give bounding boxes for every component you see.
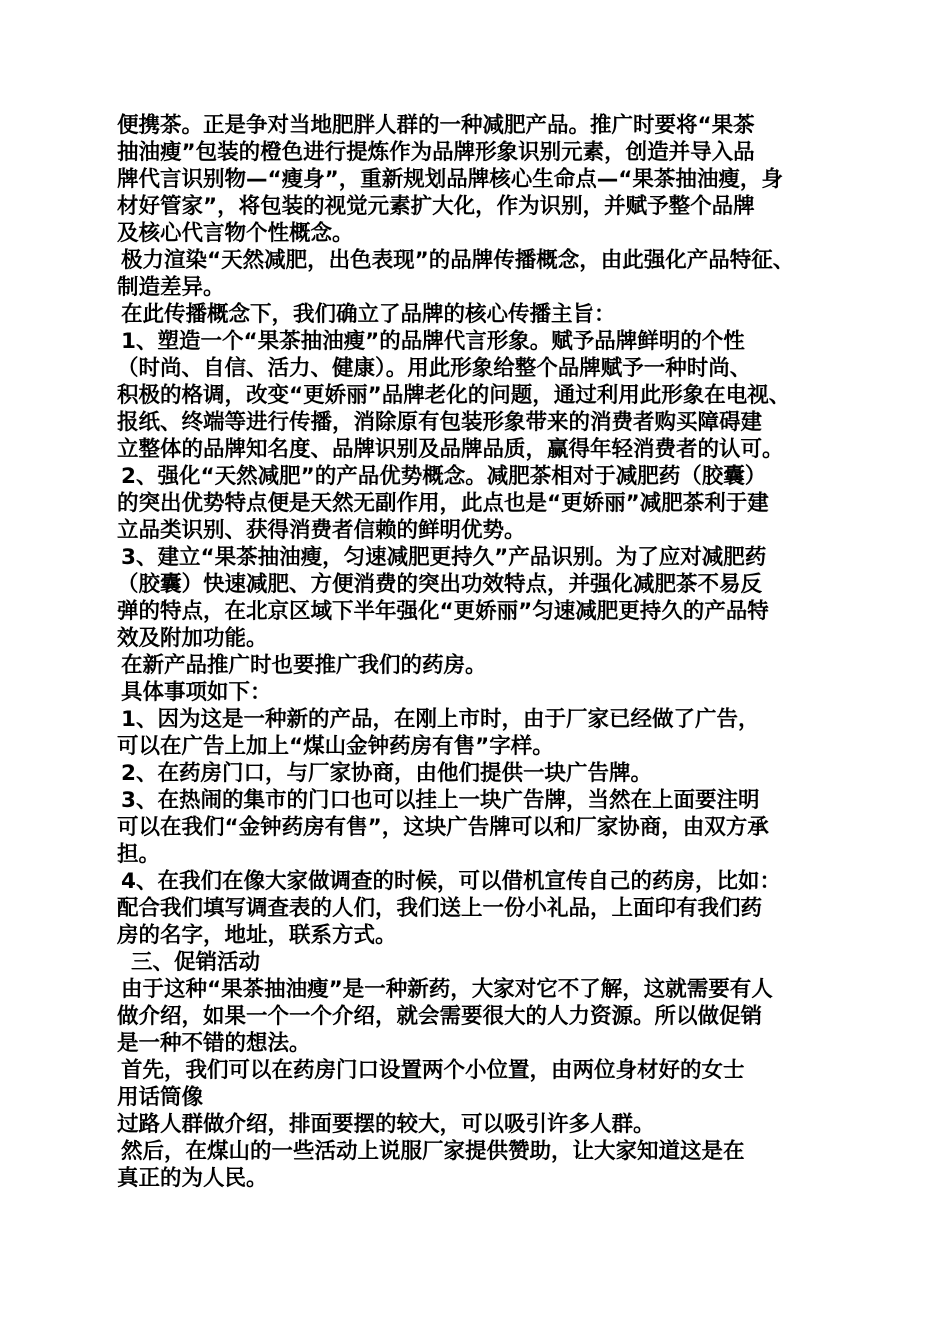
text-line: 用话筒像: [117, 1085, 204, 1110]
text-line: 材好管家”，将包装的视觉元素扩大化，作为识别，并赋予整个品牌: [117, 194, 755, 219]
text-line: 牌代言识别物—“瘦身”，重新规划品牌核心生命点—“果茶抽油瘦，身: [117, 167, 783, 192]
text-line: 的突出优势特点便是天然无副作用，此点也是“更娇丽”减肥茶利于建: [117, 491, 769, 516]
text-line: 及核心代言物个性概念。: [117, 221, 354, 246]
text-line: 在新产品推广时也要推广我们的药房。: [121, 653, 487, 678]
text-line: 在此传播概念下，我们确立了品牌的核心传播主旨：: [121, 302, 616, 327]
document-body: [117, 112, 857, 1192]
list-item: 4、在我们在像大家做调查的时候，可以借机宣传自己的药房，比如：: [121, 869, 781, 894]
list-item: 3、建立“果茶抽油瘦，匀速减肥更持久”产品识别。为了应对减肥药: [121, 545, 767, 570]
text-line: 做介绍，如果一个一个介绍，就会需要很大的人力资源。所以做促销: [117, 1004, 763, 1029]
text-line: 极力渲染“天然减肥，出色表现”的品牌传播概念，由此强化产品特征、: [121, 248, 795, 273]
section-heading: 三、促销活动: [131, 950, 261, 975]
text-line: 弹的特点，在北京区域下半年强化“更娇丽”匀速减肥更持久的产品特: [117, 599, 769, 624]
text-line: 可以在广告上加上“煤山金钟药房有售”字样。: [117, 734, 554, 759]
text-line: 真正的为人民。: [117, 1166, 268, 1191]
text-line: 房的名字，地址，联系方式。: [117, 923, 397, 948]
text-line: 具体事项如下：: [121, 680, 272, 705]
text-line: 效及附加功能。: [117, 626, 268, 651]
text-line: 立品类识别、获得消费者信赖的鲜明优势。: [117, 518, 526, 543]
text-line: 过路人群做介绍，排面要摆的较大，可以吸引许多人群。: [117, 1112, 655, 1137]
text-line: （胶囊）快速减肥、方便消费的突出功效特点，并强化减肥茶不易反: [117, 572, 763, 597]
list-item: 1、因为这是一种新的产品，在刚上市时，由于厂家已经做了广告，: [121, 707, 760, 732]
text-line: 抽油瘦”包装的橙色进行提炼作为品牌形象识别元素，创造并导入品: [117, 140, 755, 165]
list-item: 2、在药房门口，与厂家协商，由他们提供一块广告牌。: [121, 761, 652, 786]
list-item: 2、强化“天然减肥”的产品优势概念。减肥茶相对于减肥药（胶囊）: [121, 464, 767, 489]
text-line: 然后，在煤山的一些活动上说服厂家提供赞助，让大家知道这是在: [121, 1139, 745, 1164]
list-item: 3、在热闹的集市的门口也可以挂上一块广告牌，当然在上面要注明: [121, 788, 760, 813]
text-line: 配合我们填写调查表的人们，我们送上一份小礼品，上面印有我们药: [117, 896, 763, 921]
text-line: 首先，我们可以在药房门口设置两个小位置，由两位身材好的女士: [121, 1058, 745, 1083]
text-line: 制造差异。: [117, 275, 225, 300]
text-line: 可以在我们“金钟药房有售”，这块广告牌可以和厂家协商，由双方承: [117, 815, 769, 840]
text-line: （时尚、自信、活力、健康）。用此形象给整个品牌赋予一种时尚、: [117, 356, 752, 381]
text-line: 报纸、终端等进行传播，消除原有包装形象带来的消费者购买障碍建: [117, 410, 763, 435]
text-line: 积极的格调，改变“更娇丽”品牌老化的问题，通过利用此形象在电视、: [117, 383, 791, 408]
text-line: 担。: [117, 842, 161, 867]
text-line: 是一种不错的想法。: [117, 1031, 311, 1056]
list-item: 1、塑造一个“果茶抽油瘦”的品牌代言形象。赋予品牌鲜明的个性: [121, 329, 745, 354]
text-line: 由于这种“果茶抽油瘦”是一种新药，大家对它不了解，这就需要有人: [121, 977, 773, 1002]
text-line: 便携茶。正是争对当地肥胖人群的一种减肥产品。推广时要将“果茶: [117, 113, 755, 138]
text-line: 立整体的品牌知名度、品牌识别及品牌品质，赢得年轻消费者的认可。: [117, 437, 784, 462]
